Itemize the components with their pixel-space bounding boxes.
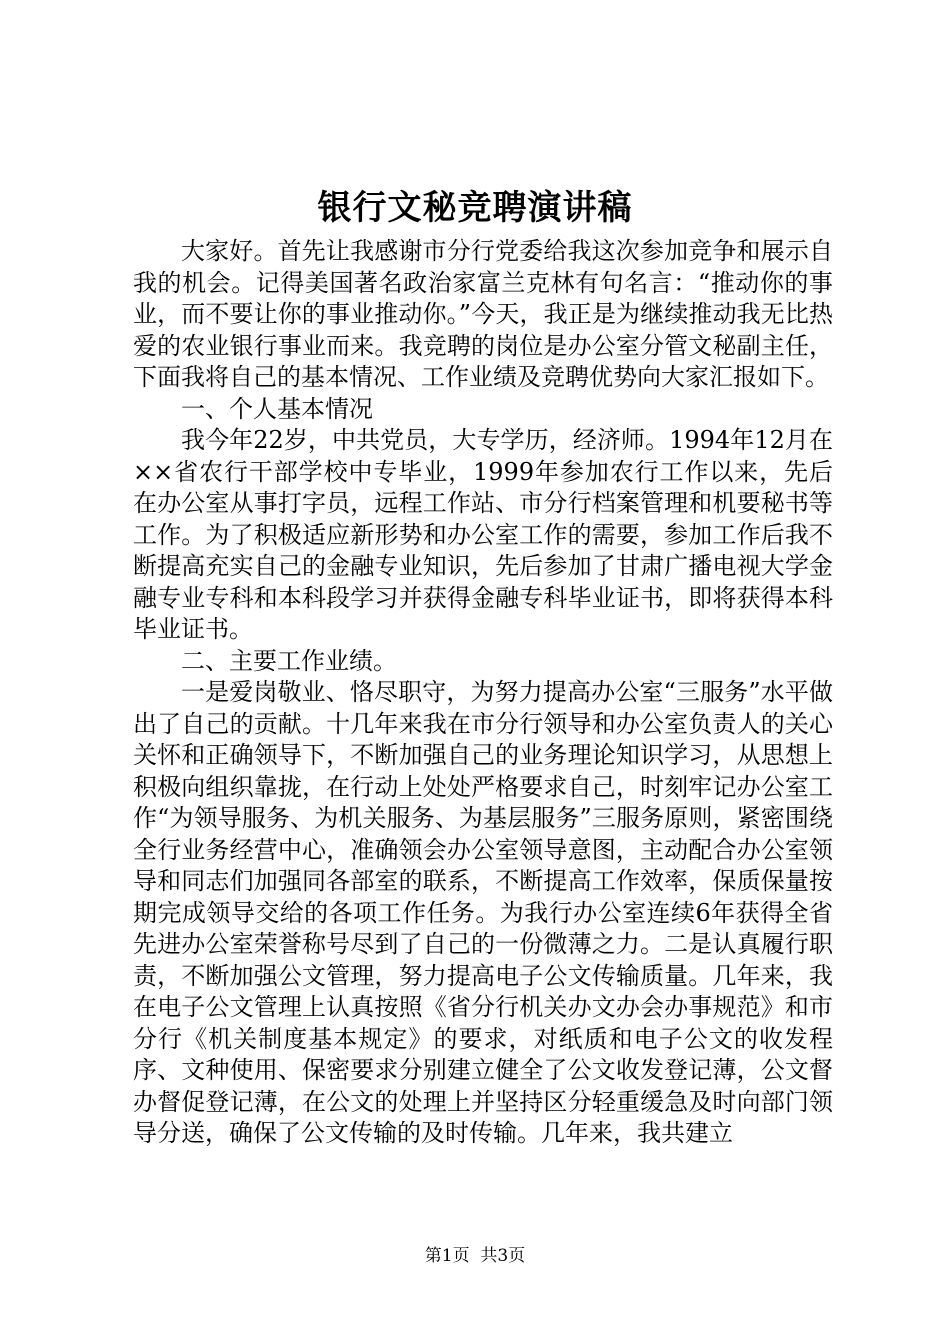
section-heading-personal-info: 一、个人基本情况 xyxy=(181,394,373,423)
page-number-label: 第1页 共3页 xyxy=(424,1246,526,1266)
document-body xyxy=(133,236,833,1150)
section-heading-achievements: 二、主要工作业绩。 xyxy=(181,646,397,675)
page-footer xyxy=(0,1244,950,1268)
document-title: 银行文秘竞聘演讲稿 xyxy=(317,188,633,228)
paragraph-achievements: 一是爱岗敬业、恪尽职守，为努力提高办公室“三服务”水平做出了自己的贡献。十几年来我在市分行领导和办公室负责人的关心关怀和正确领导下，不断加强自己的业务理论知识学习，从思想上积极向组织靠拢，在行动上处处严格要求自己，时刻牢记办公室工作“为领导服务、为机关服务、为基层服务”三服务原则，紧密围绕全行业务经营中心，准确领会办公室领导意图，主动配合办公室领导和同志们加强同各部室的联系，不断提高工作效率，保质保量按期完成领导交给的各项工作任务。为我行办公室连续6年获得全省先进办公室荣誉称号尽到了自己的一份微薄之力。二是认真履行职责，不断加强公文管理，努力提高电子公文传输质量。几年来，我在电子公文管理上认真按照《省分行机关办文办会办事规范》和市分行《机关制度基本规定》的要求，对纸质和电子公文的收发程序、文种使用、保密要求分别建立健全了公文收发登记薄，公文督办督促登记薄，在公文的处理上并坚持区分轻重缓急及时向部门领导分送，确保了公文传输的及时传输。几年来，我共建立 xyxy=(133,678,833,1147)
paragraph-personal-info: 我今年22岁，中共党员，大专学历，经济师。1994年12月在××省农行干部学校中专毕业，1999年参加农行工作以来，先后在办公室从事打字员，远程工作站、市分行档案管理和机要秘书等工作。为了积极适应新形势和办公室工作的需要，参加工作后我不断提高充实自己的金融专业知识，先后参加了甘肃广播电视大学金融专业专科和本科段学习并获得金融专科毕业证书，即将获得本科毕业证书。 xyxy=(133,426,833,643)
paragraph-intro: 大家好。首先让我感谢市分行党委给我这次参加竞争和展示自我的机会。记得美国著名政治家富兰克林有句名言：“推动你的事业，而不要让你的事业推动你。”今天，我正是为继续推动我无比热爱的农业银行事业而来。我竞聘的岗位是办公室分管文秘副主任，下面我将自己的基本情况、工作业绩及竞聘优势向大家汇报如下。 xyxy=(133,237,833,391)
